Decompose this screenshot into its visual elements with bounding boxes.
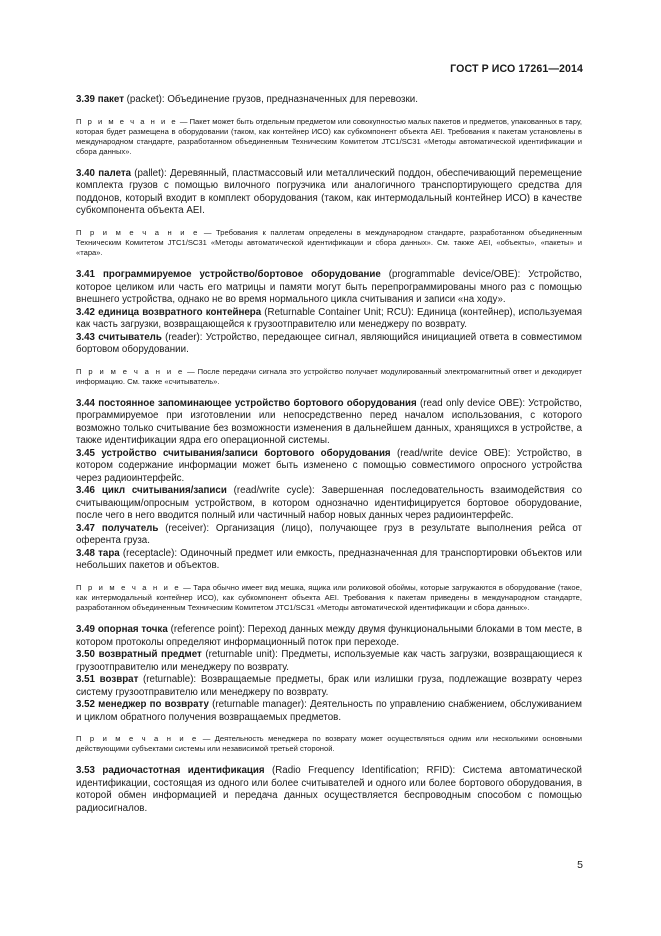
term-number: 3.43 xyxy=(76,331,95,343)
term-entry xyxy=(76,674,582,699)
note-label: П р и м е ч а н и е xyxy=(76,734,199,744)
term-title: опорная точка xyxy=(97,624,168,636)
term-entry xyxy=(76,699,582,724)
note-label: П р и м е ч а н и е xyxy=(76,366,185,376)
note-text: — Деятельность менеджера по возврату может осуществляться одним или несколькими основными действующими субъектами системы или независимой третьей стороной. xyxy=(76,734,582,754)
note xyxy=(76,583,582,613)
note-text: — Тара обычно имеет вид мешка, ящика или роликовой обоймы, которые загружаются в оборудование (такое, как интермодальный контейнер ИСО), как субкомпонент объекта AEI. Требования к пакетам приведены в международном стандарте, разработанном объединенным Техническим Комитетом JTC1/SC31 «Методы автоматической идентификации и сбора данных». xyxy=(76,582,582,613)
term-title: возвратный предмет xyxy=(98,649,202,661)
term-title: постоянное запоминающее устройство бортового оборудования xyxy=(98,397,417,409)
term-definition: (read/write device OBE): Устройство, в котором содержание информации может быть изменено с помощью совместимого опросного устройства через радиоинтерфейс. xyxy=(76,447,582,484)
note-label: П р и м е ч а н и е xyxy=(76,116,178,126)
term-definition: (returnable unit): Предметы, используемые как часть загрузки, возвращающиеся к грузоотправителю или менеджеру по возврату. xyxy=(76,649,583,673)
term-title: тара xyxy=(98,547,120,559)
term-definition: (reference point): Переход данных между двумя функциональными блоками в том месте, в котором протоколы определяют информационный поток при переходе. xyxy=(76,624,582,648)
term-entry xyxy=(76,624,582,649)
term-title: менеджер по возврату xyxy=(98,699,209,711)
note xyxy=(76,117,582,157)
term-entry xyxy=(76,485,582,523)
note xyxy=(76,367,582,387)
term-entry xyxy=(76,332,582,357)
page-content xyxy=(76,94,582,815)
term-number: 3.49 xyxy=(76,624,95,636)
term-number: 3.47 xyxy=(76,522,95,534)
note-label: П р и м е ч а н и е xyxy=(76,227,200,237)
term-number: 3.51 xyxy=(76,674,95,686)
term-title: радиочастотная идентификация xyxy=(102,765,265,777)
term-title: возврат xyxy=(99,674,139,686)
term-definition: (read/write cycle): Завершенная последовательность взаимодействия со считывающим/опросным устройством, в котором однозначно идентифицируется бортовое оборудование, после чего в него вводится полный или частичный набор новых данных через радиоинтерфейс. xyxy=(76,485,582,522)
term-number: 3.48 xyxy=(76,547,95,559)
term-entry xyxy=(76,649,582,674)
note-label: П р и м е ч а н и е xyxy=(76,582,181,592)
term-number: 3.52 xyxy=(76,699,95,711)
term-title: получатель xyxy=(101,522,159,534)
term-title: пакет xyxy=(97,94,124,105)
term-entry xyxy=(76,523,582,548)
term-number: 3.42 xyxy=(76,306,95,318)
term-definition: (returnable manager): Деятельность по управлению снабжением, обслуживанием и циклом обратного получения возвращаемых предметов. xyxy=(76,699,582,723)
term-entry xyxy=(76,548,582,573)
term-number: 3.46 xyxy=(76,485,95,497)
term-definition: (reader): Устройство, передающее сигнал, являющийся инициацией ответа в совместимом бортовом оборудовании. xyxy=(76,331,582,356)
term-definition: (Radio Frequency Identification; RFID): Система автоматической идентификации, состоящая из одного или более считывателей и одного или более бортового оборудования, в которой обмен информацией и передача данных осуществляется беспроводным способом с помощью радиосигналов. xyxy=(76,765,582,814)
term-title: единица возвратного контейнера xyxy=(98,306,262,318)
term-title: устройство считывания/записи бортового оборудования xyxy=(101,447,391,459)
term-number: 3.41 xyxy=(76,269,95,281)
term-definition: (receiver): Организация (лицо), получающее груз в результате выполнения рейса от оферента груза. xyxy=(76,522,582,547)
term-entry xyxy=(76,398,582,448)
term-number: 3.53 xyxy=(76,765,95,777)
term-title: палета xyxy=(98,167,132,179)
page-number: 5 xyxy=(577,859,583,871)
note xyxy=(76,228,582,258)
term-definition: (receptacle): Одиночный предмет или емкость, предназначенная для транспортировки объектов или небольших пакетов и объектов. xyxy=(76,547,582,572)
term-definition: (packet): Объединение грузов, предназначенных для перевозки. xyxy=(123,94,418,105)
term-entry xyxy=(76,448,582,486)
term-entry xyxy=(76,307,582,332)
note xyxy=(76,734,582,754)
term-number: 3.44 xyxy=(76,397,95,409)
note-text: — Пакет может быть отдельным предметом или совокупностью малых пакетов и предметов, упакованных в тару, которая будет размещена в оборудовании (таком, как контейнер ИСО) как субкомпонент объекта AEI. Требования к пакетам установлены в международном стандарте, разработанном объединенным Техническим Комитетом JTC1/SC31 «Методы автоматической идентификации и сбора данных». xyxy=(76,116,582,156)
note-text: — После передачи сигнала это устройство получает модулированный электромагнитный ответ и декодирует информацию. См. также «считыватель». xyxy=(76,366,582,386)
term-number: 3.39 xyxy=(76,94,95,105)
term-definition: (pallet): Деревянный, пластмассовый или металлический поддон, обеспечивающий перемещение комплекта грузов с помощью вилочного погрузчика или аналогичного транспортирующего средства для поддонов, который входит в комплект оборудования (таком, как интермодальный контейнер ИСО) в качестве субкомпонента объекта AEI. xyxy=(76,167,583,217)
term-number: 3.45 xyxy=(76,447,95,459)
term-entry xyxy=(76,765,582,815)
document-header: ГОСТ Р ИСО 17261—2014 xyxy=(450,63,583,75)
term-title: считыватель xyxy=(98,331,162,343)
term-entry xyxy=(76,269,582,307)
term-number: 3.40 xyxy=(76,167,95,179)
term-number: 3.50 xyxy=(76,649,95,661)
term-definition: (read only device OBE): Устройство, программируемое при изготовлении или непосредственно перед началом использования, с которого возможно только считывание без возможности изменения в дальнейшем данных, хранящихся в устройстве, а также идентификации ядра его операционной системы. xyxy=(76,397,582,447)
term-definition: (returnable): Возвращаемые предметы, брак или излишки груза, подлежащие возврату через систему грузоотправителю или менеджеру по возврату. xyxy=(76,674,582,698)
term-entry xyxy=(76,168,582,218)
term-title: программируемое устройство/бортовое оборудование xyxy=(102,269,381,281)
term-title: цикл считывания/записи xyxy=(101,485,227,497)
term-definition: (programmable device/OBE): Устройство, которое целиком или часть его матрицы и памяти могут быть перепрограммированы много раз с помощью внешнего устройства, однако не во время нормального цикла считывания и записи «на ходу». xyxy=(76,269,583,306)
term-entry xyxy=(76,94,582,107)
term-definition: (Returnable Container Unit; RCU): Единица (контейнер), используемая как часть загрузки, возвращающейся к грузоотправителю или менеджеру по возврату. xyxy=(76,306,583,331)
note-text: — Требования к паллетам определены в международном стандарте, разработанном объединенным Техническим Комитетом JTC1/SC31 «Методы автоматической идентификации и сбора данных». См. также AEI, «объекты», «пакеты» и «тара». xyxy=(76,227,582,258)
